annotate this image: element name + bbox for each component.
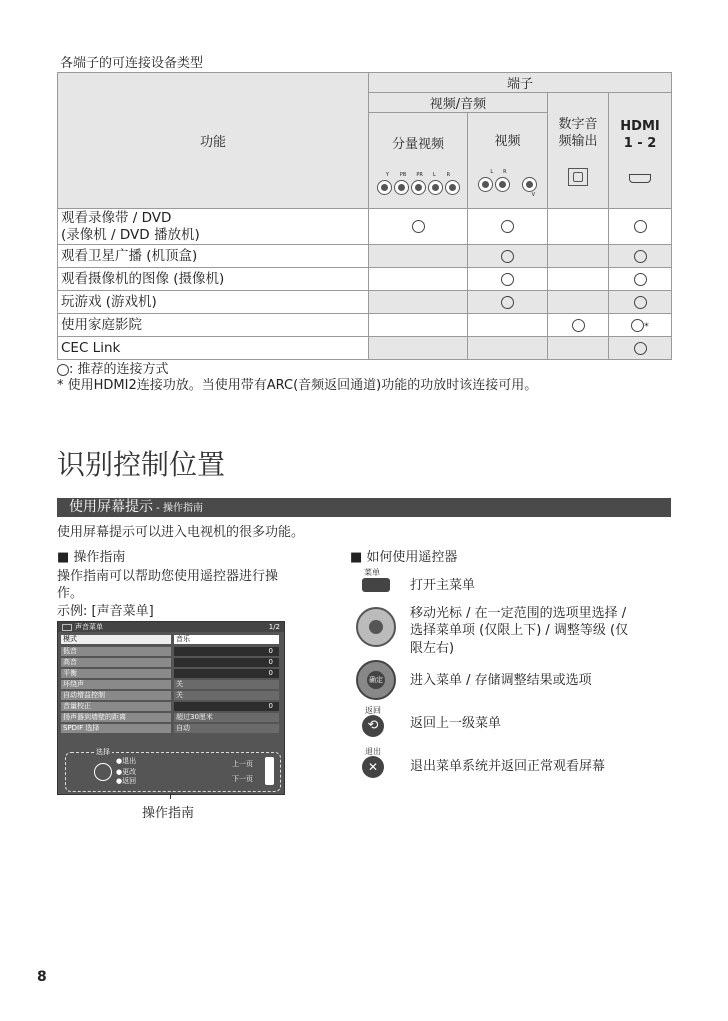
example-label: 示例: [声音菜单]: [57, 604, 154, 619]
supported-mark: [634, 273, 647, 286]
cursor-buttons-icon: [356, 607, 396, 647]
connection-table: [57, 72, 672, 360]
caption-pointer: [170, 793, 171, 799]
osd-row-bass: 低音 0: [61, 647, 281, 657]
osd-row-surround: 环绕声 关: [61, 680, 281, 690]
table-row: 使用家庭影院 *: [58, 314, 672, 337]
video-v-jack-icon: [522, 177, 537, 192]
supported-mark: [634, 296, 647, 309]
y-jack-icon: [377, 180, 392, 195]
desc-cursor-line1: 移动光标 / 在一定范围的选项里选择 /: [410, 606, 627, 621]
section-title: 识别控制位置: [57, 448, 226, 481]
desc-cursor-line2: 选择菜单项 (仅限上下) / 调整等级 (仅: [410, 623, 629, 638]
supported-mark: [634, 342, 647, 355]
intro-text: 使用屏幕提示可以进入电视机的很多功能。: [57, 525, 305, 540]
video-r-jack-icon: [495, 177, 510, 192]
section-bar: 使用屏幕提示 - 操作指南: [57, 498, 671, 517]
table-row: 观看卫星广播 (机顶盒): [58, 245, 672, 268]
legend-note: * 使用HDMI2连接功放。当使用带有ARC(音频返回通道)功能的功放时该连接可用。: [57, 378, 538, 393]
page-number: 8: [37, 969, 47, 985]
remote-heading: ■ 如何使用遥控器: [350, 550, 458, 565]
function-header: 功能: [58, 73, 369, 209]
menu-button-icon: [362, 578, 390, 592]
desc-cursor-line3: 限左右): [410, 641, 455, 656]
supported-mark: [634, 220, 647, 233]
audio-l-jack-icon: [428, 180, 443, 195]
osd-row-agc: 自动增益控制 关: [61, 691, 281, 701]
component-header: 分量视频 Y PB PR L R: [369, 113, 468, 209]
table-row: 观看录像带 / DVD (录像机 / DVD 播放机): [58, 209, 672, 245]
hdmi-header: HDMI 1 - 2: [609, 93, 672, 209]
return-button-label: 返回: [365, 706, 381, 715]
osd-row-spdif: SPDIF 选择 自动: [61, 724, 281, 734]
digital-audio-header: 数字音频输出: [548, 93, 609, 209]
table-caption: 各端子的可连接设备类型: [60, 56, 204, 71]
supported-mark: [572, 319, 585, 332]
table-row: CEC Link: [58, 337, 672, 360]
desc-exit: 退出菜单系统并返回正常观看屏幕: [410, 759, 606, 774]
legend-recommended: : 推荐的连接方式: [57, 358, 169, 377]
video-header: 视频 L R V: [468, 113, 548, 209]
page-up-down-icon: [265, 757, 274, 785]
supported-mark: [501, 273, 514, 286]
guide-desc-line2: 作。: [57, 586, 84, 601]
ok-button-icon: 确定: [356, 660, 396, 700]
av-header: 视频/音频: [369, 93, 548, 113]
osd-row-balance: 平衡 0: [61, 669, 281, 679]
exit-button-icon: ✕: [362, 756, 384, 778]
cursor-pad-icon: [94, 763, 112, 781]
video-l-jack-icon: [478, 177, 493, 192]
table-row: 玩游戏 (游戏机): [58, 291, 672, 314]
guide-heading: ■ 操作指南: [57, 550, 126, 565]
supported-mark: [501, 250, 514, 263]
pr-jack-icon: [411, 180, 426, 195]
supported-mark: [412, 220, 425, 233]
menu-button-label: 菜单: [364, 568, 380, 577]
guide-desc-line1: 操作指南可以帮助您使用遥控器进行操: [57, 569, 279, 584]
audio-r-jack-icon: [445, 180, 460, 195]
exit-button-label: 退出: [365, 747, 381, 756]
osd-row-volume-correction: 音量校正 0: [61, 702, 281, 712]
desc-ok: 进入菜单 / 存储调整结果或选项: [410, 673, 592, 688]
desc-menu: 打开主菜单: [410, 578, 476, 593]
operation-guide-box: 选择 ●退出 ●更改 ●返回 上一页 下一页: [65, 752, 281, 792]
return-button-icon: ⟲: [362, 715, 384, 737]
optical-port-icon: [568, 168, 588, 186]
desc-return: 返回上一级菜单: [410, 716, 502, 731]
osd-row-speaker-distance: 扬声器到墙壁的距离 超过30厘米: [61, 713, 281, 723]
guide-caption: 操作指南: [142, 806, 195, 821]
table-row: 观看摄像机的图像 (摄像机): [58, 268, 672, 291]
supported-mark: [631, 319, 644, 332]
sound-menu-screen: 声音菜单 1/2 模式 音乐 低音 0 高音 0 平衡 0 环绕声 关 自动增益控制 关 音量校正 0 扬声器到墙壁的距离 超过30厘米 SPDIF 选择 自动 选择 ●退出 ●更改 ●返回 上一页 下一页: [57, 621, 285, 795]
supported-mark: [501, 296, 514, 309]
osd-row-mode: 模式 音乐: [61, 635, 281, 645]
supported-mark: [634, 250, 647, 263]
pb-jack-icon: [394, 180, 409, 195]
menu-icon: [62, 624, 72, 631]
supported-mark: [501, 220, 514, 233]
hdmi-port-icon: [629, 174, 651, 183]
terminal-header: 端子: [369, 73, 672, 93]
osd-row-treble: 高音 0: [61, 658, 281, 668]
